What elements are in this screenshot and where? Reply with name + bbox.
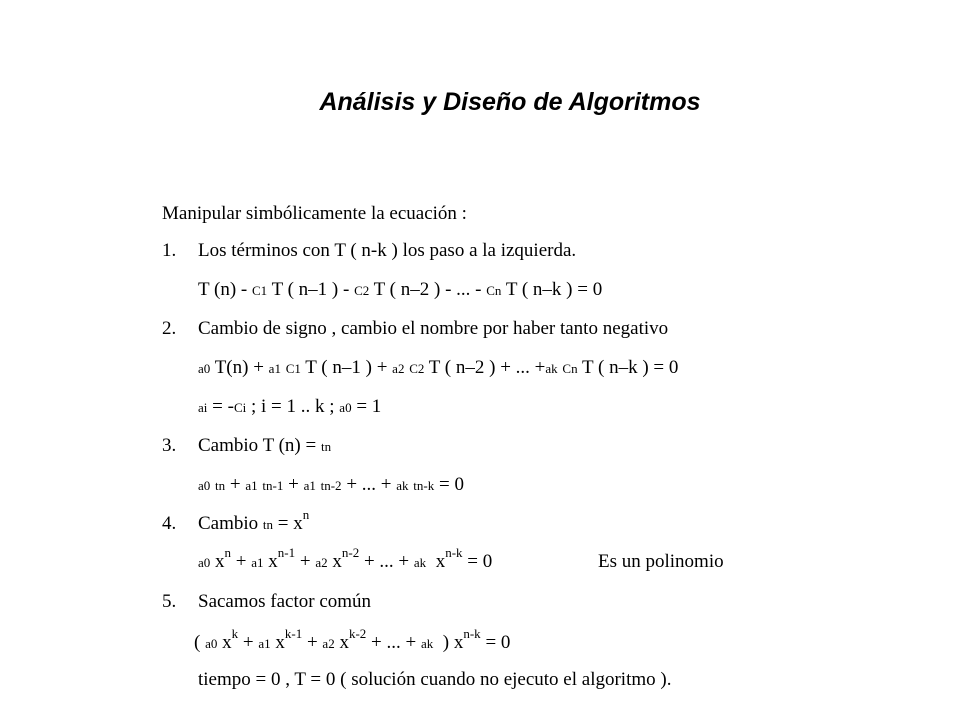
page-title: Análisis y Diseño de Algoritmos bbox=[319, 88, 701, 116]
